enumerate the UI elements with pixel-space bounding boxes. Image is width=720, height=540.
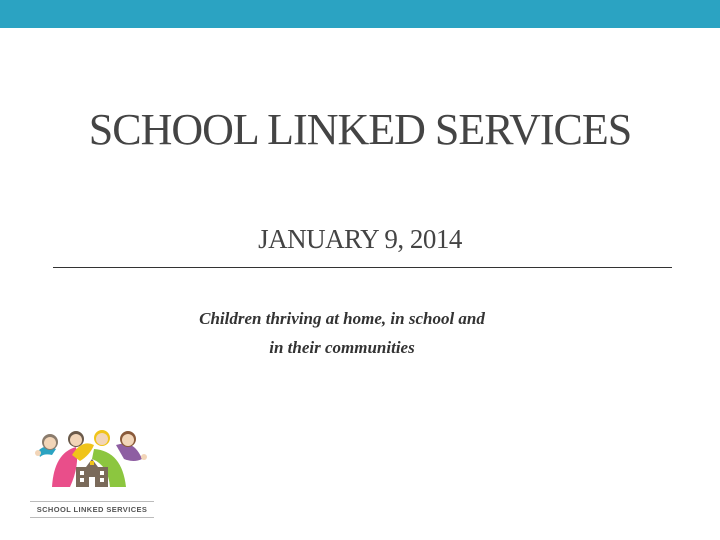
children-school-logo-icon [30,425,154,499]
top-accent-bar [0,0,720,28]
slide-date: JANUARY 9, 2014 [258,224,462,254]
title-divider [53,267,672,268]
tagline-line-2: in their communities [269,338,415,357]
slide-tagline [0,304,684,362]
tagline-line-1: Children thriving at home, in school and [199,309,485,328]
slide-title: SCHOOL LINKED SERVICES [88,105,632,154]
school-linked-services-logo [30,425,154,520]
logo-wordmark: SCHOOL LINKED SERVICES [30,501,154,518]
